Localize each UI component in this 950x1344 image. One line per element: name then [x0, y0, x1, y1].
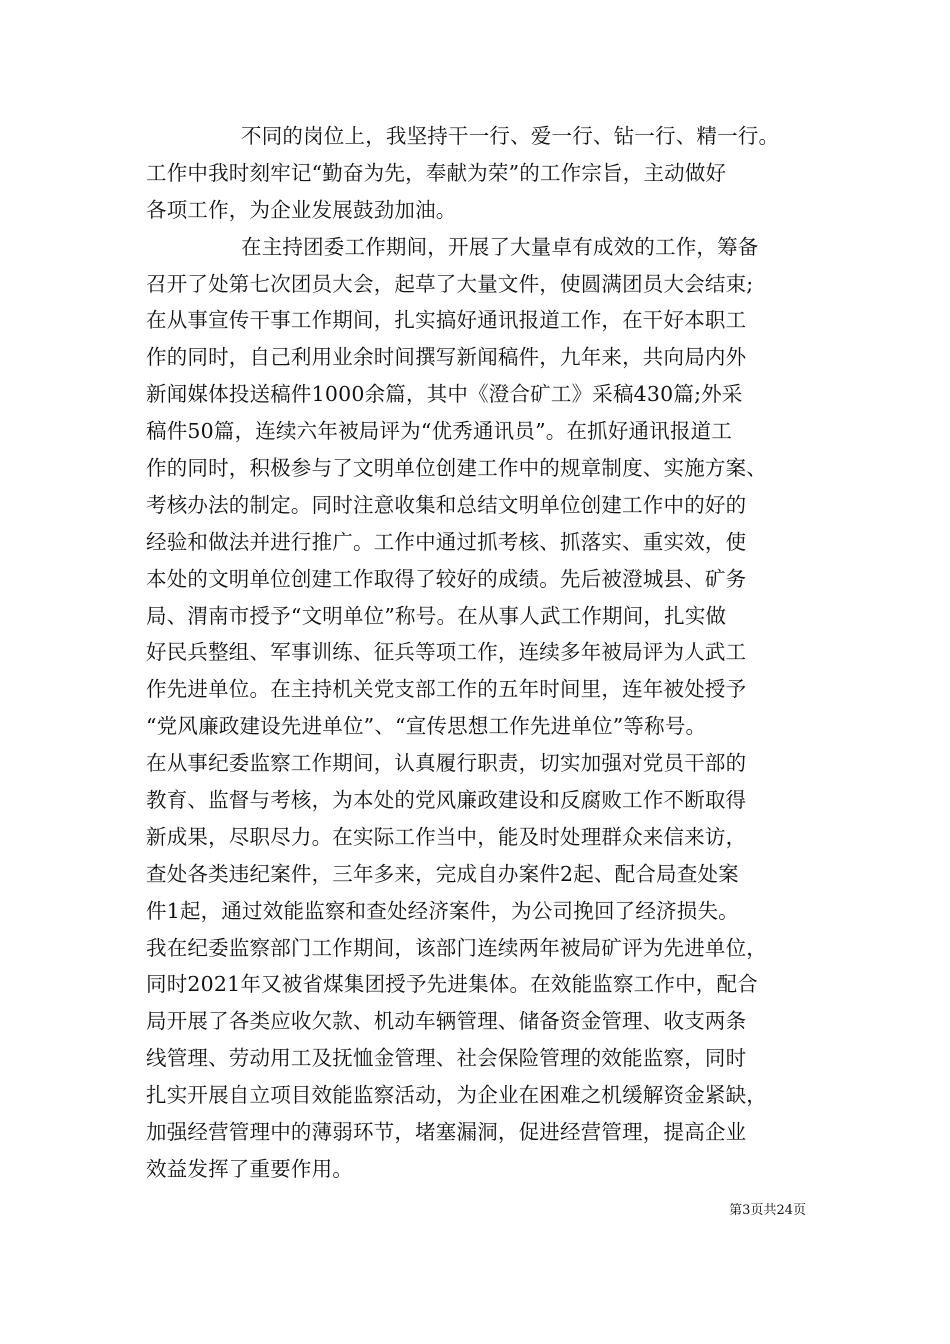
paragraph-2-line-22: 局开展了各类应收欠款、机动车辆管理、储备资金管理、收支两条 [146, 1009, 747, 1034]
paragraph-2-line-17: 新成果，尽职尽力。在实际工作当中，能及时处理群众来信来访， [146, 824, 747, 849]
paragraph-2-line-20: 我在纪委监察部门工作期间，该部门连续两年被局矿评为先进单位， [146, 935, 767, 960]
paragraph-2-line-7: 作的同时，积极参与了文明单位创建工作中的规章制度、实施方案、 [146, 456, 767, 481]
paragraph-2-line-5: 新闻媒体投送稿件1000余篇，其中《澄合矿工》采稿430篇;外采 [146, 382, 743, 407]
paragraph-2-line-19: 件1起，通过效能监察和查处经济案件，为公司挽回了经济损失。 [146, 898, 739, 923]
paragraph-2-line-21: 同时2021年又被省煤集团授予先进集体。在效能监察工作中，配合 [146, 972, 758, 997]
paragraph-2-line-9: 经验和做法并进行推广。工作中通过抓考核、抓落实、重实效，使 [146, 529, 747, 554]
paragraph-2-line-13: 作先进单位。在主持机关党支部工作的五年时间里，连年被处授予 [146, 677, 747, 702]
paragraph-2-line-26: 效益发挥了重要作用。 [146, 1156, 353, 1181]
paragraph-2-line-25: 加强经营管理中的薄弱环节，堵塞漏洞，促进经营管理，提高企业 [146, 1120, 747, 1145]
body-text [146, 118, 810, 1188]
paragraph-2-line-1: 在主持团委工作期间，开展了大量卓有成效的工作，筹备 [241, 234, 759, 259]
paragraph-2-line-4: 作的同时，自己利用业余时间撰写新闻稿件，九年来，共向局内外 [146, 345, 747, 370]
paragraph-2-line-23: 线管理、劳动用工及抚恤金管理、社会保险管理的效能监察，同时 [146, 1046, 747, 1071]
paragraph-2-line-18: 查处各类违纪案件，三年多来，完成自办案件2起、配合局查处案 [146, 861, 739, 886]
paragraph-1-line-1: 不同的岗位上，我坚持干一行、爱一行、钻一行、精一行。 [241, 124, 780, 148]
paragraph-2-line-16: 教育、监督与考核，为本处的党风廉政建设和反腐败工作不断取得 [146, 788, 747, 813]
paragraph-2-line-10: 本处的文明单位创建工作取得了较好的成绩。先后被澄城县、矿务 [146, 566, 747, 591]
page-number: 第3页共24页 [729, 1203, 806, 1218]
paragraph-2-line-11: 局、渭南市授予“文明单位”称号。在从事人武工作期间，扎实做 [146, 603, 727, 628]
paragraph-2-line-24: 扎实开展自立项目效能监察活动，为企业在困难之机缓解资金紧缺， [146, 1083, 767, 1108]
paragraph-2-line-2: 召开了处第七次团员大会，起草了大量文件，使圆满团员大会结束; [146, 271, 754, 296]
paragraph-2-line-6: 稿件50篇，连续六年被局评为“优秀通讯员”。在抓好通讯报道工 [146, 419, 733, 444]
paragraph-2-line-15: 在从事纪委监察工作期间，认真履行职责，切实加强对党员干部的 [146, 751, 747, 776]
paragraph-1-line-2: 工作中我时刻牢记“勤奋为先，奉献为荣”的工作宗旨，主动做好 [146, 160, 727, 185]
paragraph-2-line-8: 考核办法的制定。同时注意收集和总结文明单位创建工作中的好的 [146, 492, 747, 517]
paragraph-1-line-3: 各项工作，为企业发展鼓劲加油。 [146, 197, 457, 222]
paragraph-2-line-3: 在从事宣传干事工作期间，扎实搞好通讯报道工作，在干好本职工 [146, 308, 747, 333]
paragraph-2-line-12: 好民兵整组、军事训练、征兵等项工作，连续多年被局评为人武工 [146, 640, 747, 665]
paragraph-2-line-14: “党风廉政建设先进单位”、“宣传思想工作先进单位”等称号。 [146, 714, 707, 739]
